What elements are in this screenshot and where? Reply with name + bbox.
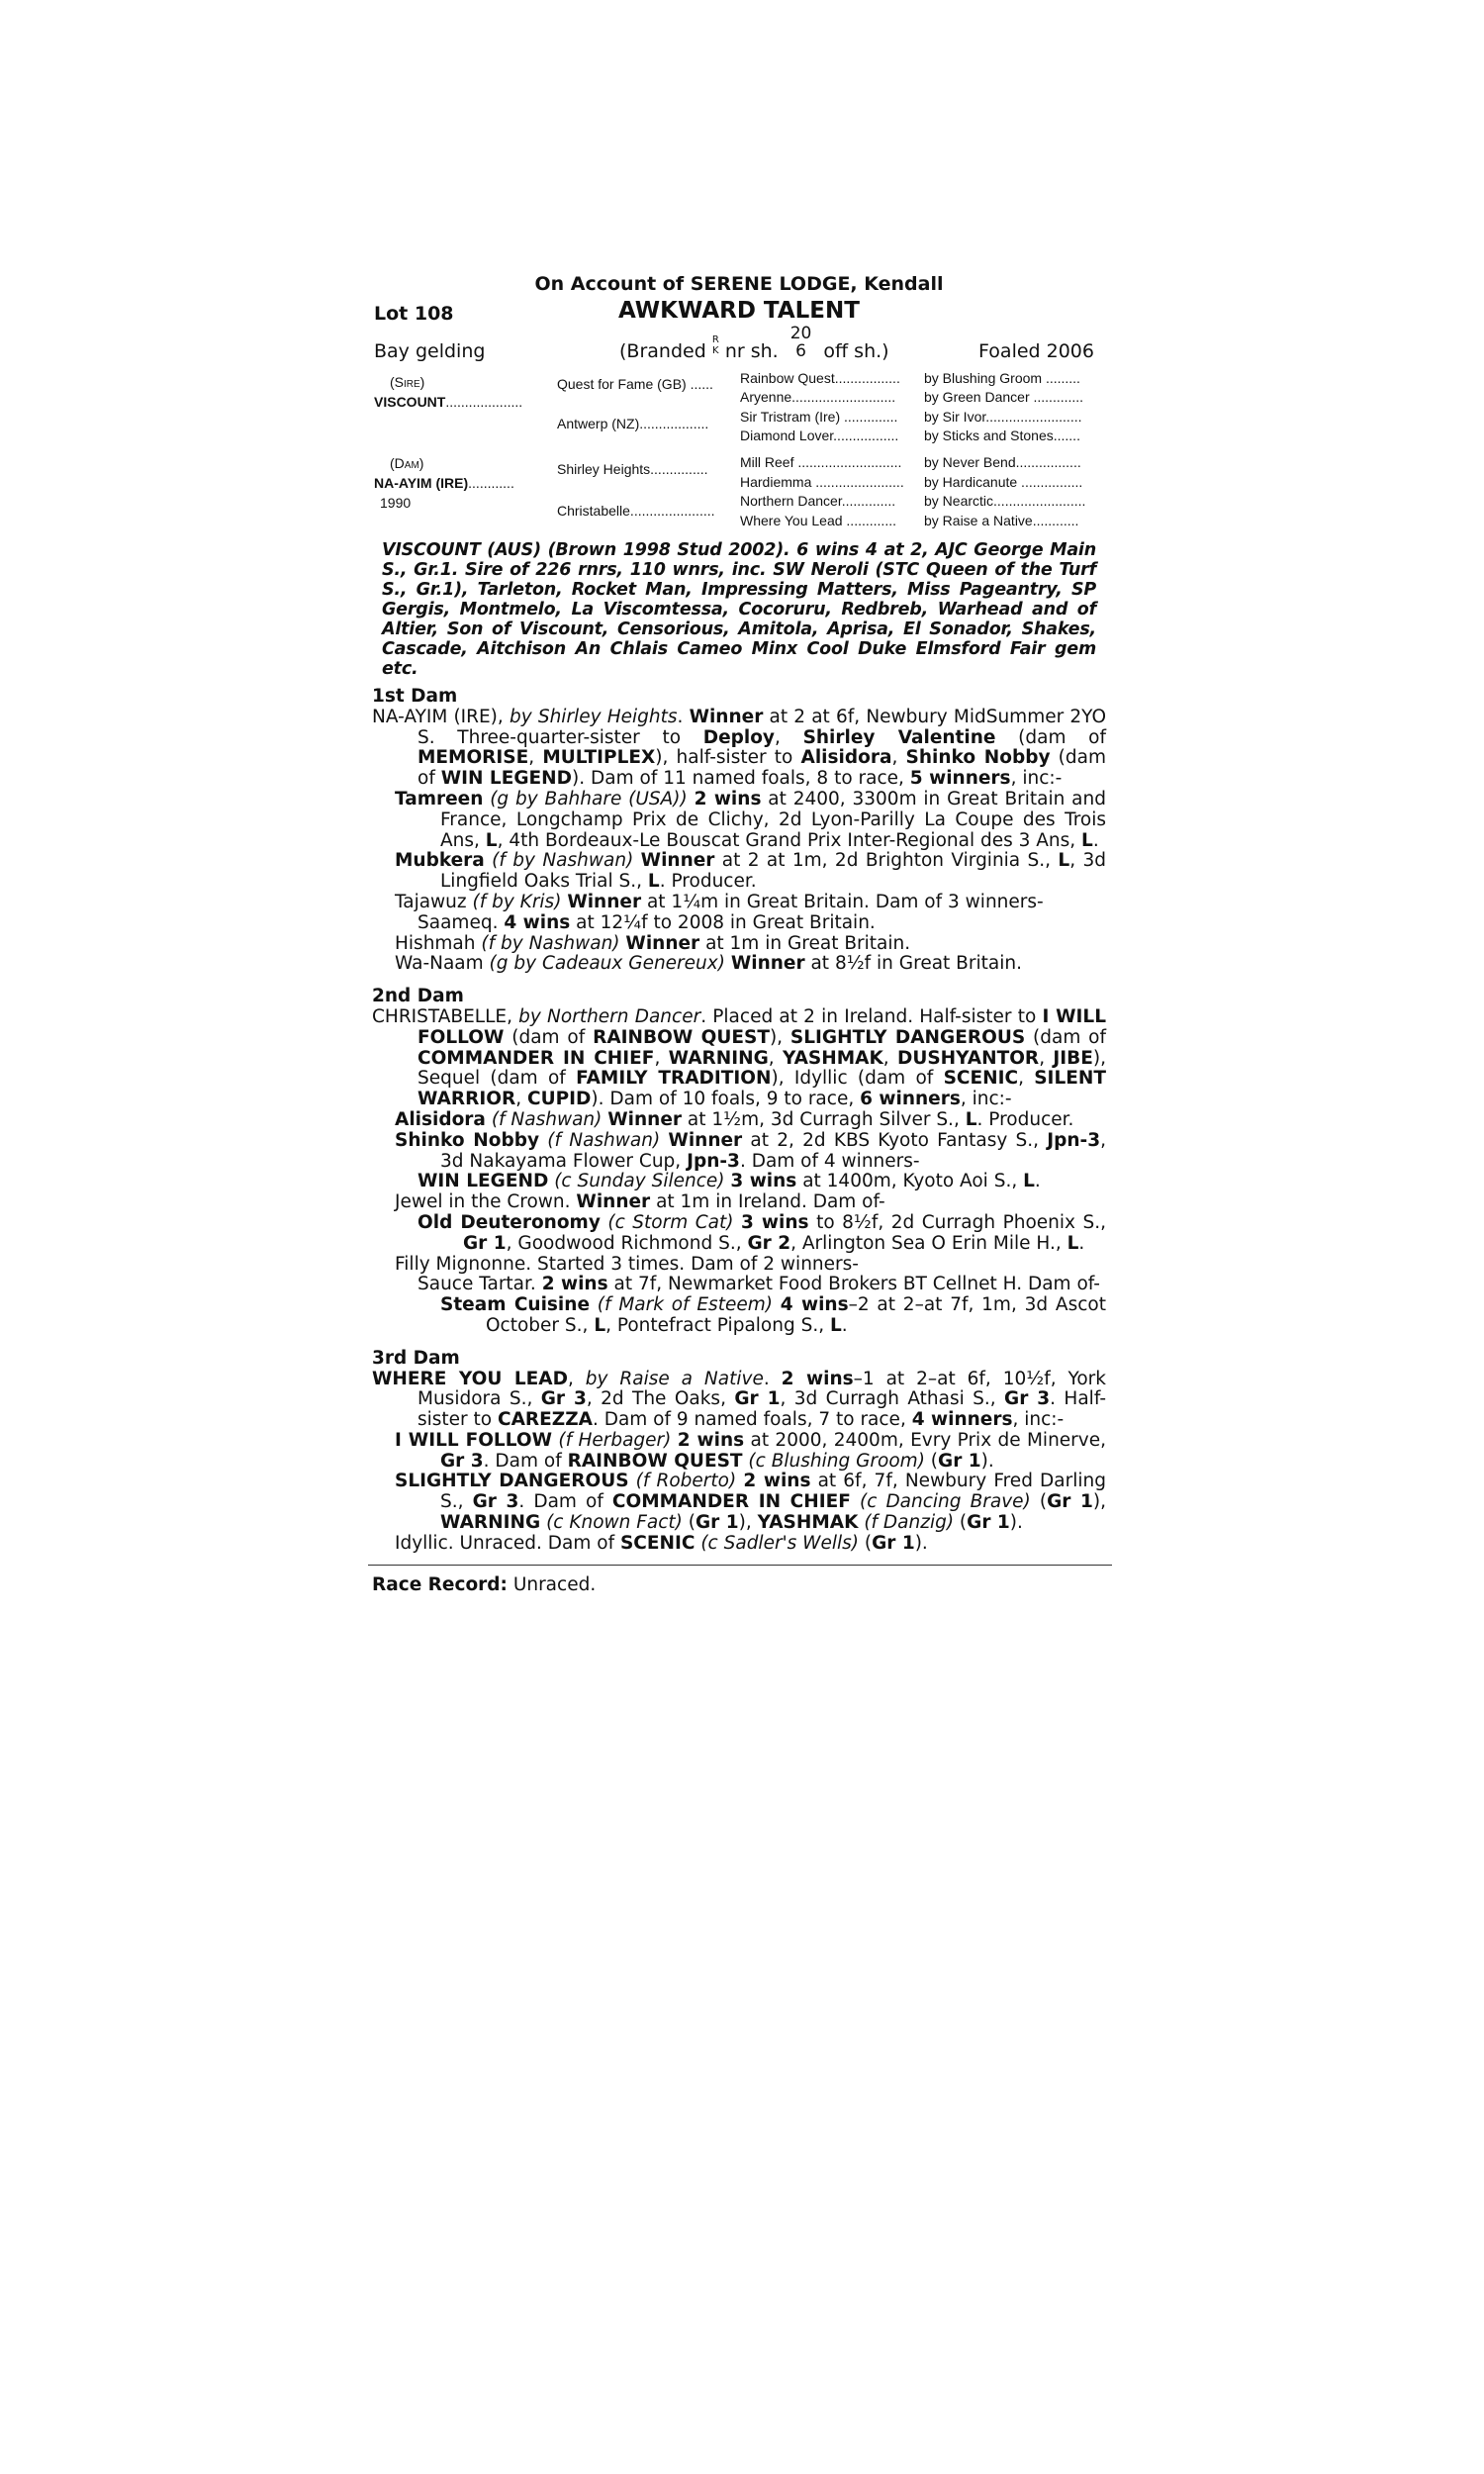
- progeny-filly-mignonne: Filly Mignonne. Started 3 times. Dam of 2 winners-: [395, 1253, 859, 1275]
- ped-g4-8: by Raise a Native............: [924, 513, 1079, 528]
- progeny-win-legend: WIN LEGEND (c Sunday Silence) 3 wins at 1400m, Kyoto Aoi S., L.: [417, 1171, 1041, 1192]
- brand-prefix: (Branded: [619, 340, 706, 362]
- sire-summary: VISCOUNT (AUS) (Brown 1998 Stud 2002). 6 wins 4 at 2, AJC George Main S., Gr.1. Sire of 226 rnrs, 110 wnrs, inc. SW Neroli (STC Queen of the Turf S., Gr.1), Tarleton, Rocket Man, Impressing Matters, Miss Pageantry, SP Gergis, Montmelo, La Viscomtessa, Cocoruru, Redbreb, Warhead and of Altier, Son of Viscount, Censorious, Amitola, Aprisa, El Sonador, Shakes, Cascade, Aitchison An Chlais Cameo Minx Cool Duke Elmsford Fair gem etc.: [382, 540, 1096, 679]
- horse-sex-colour: Bay gelding: [374, 340, 486, 362]
- catalogue-page: [372, 271, 1106, 1595]
- pedigree-table: [372, 370, 1106, 536]
- ped-g4-4: by Sticks and Stones.......: [924, 428, 1080, 443]
- ped-g4-6: by Hardicanute ................: [924, 474, 1083, 490]
- divider: [368, 1565, 1112, 1566]
- progeny-alisidora: Alisidora (f Nashwan) Winner at 1½m, 3d Curragh Silver S., L. Producer.: [395, 1108, 1074, 1130]
- horse-name: AWKWARD TALENT: [618, 298, 860, 324]
- sire-entry: VISCOUNT....................: [374, 394, 523, 410]
- progeny-shinko-nobby: Shinko Nobby (f Nashwan) Winner at 2, 2d KBS Kyoto Fantasy S., Jpn-3, 3d Nakayama Flower Cup, Jpn-3. Dam of 4 winners-: [395, 1129, 1107, 1172]
- ped-g4-7: by Nearctic........................: [924, 493, 1086, 509]
- ped-g4-2: by Green Dancer .............: [924, 389, 1084, 405]
- second-dam-heading: 2nd Dam: [372, 986, 464, 1007]
- dam-foaled-year: 1990: [380, 495, 412, 511]
- third-dam-para: WHERE YOU LEAD, by Raise a Native. 2 wins–1 at 2–at 6f, 10½f, York Musidora S., Gr 3, 2d The Oaks, Gr 1, 3d Curragh Athasi S., Gr 3. Half-sister to CAREZZA. Dam of 9 named foals, 7 to race, 4 winners, inc:-: [372, 1368, 1106, 1431]
- progeny-idyllic: Idyllic. Unraced. Dam of SCENIC (c Sadler's Wells) (Gr 1).: [395, 1532, 928, 1554]
- family-records: [372, 687, 1106, 1595]
- ped-g3-4: Diamond Lover.................: [740, 428, 899, 443]
- progeny-sauce-tartar: Sauce Tartar. 2 wins at 7f, Newmarket Food Brokers BT Cellnet H. Dam of-: [417, 1274, 1100, 1295]
- progeny-hishmah: Hishmah (f by Nashwan) Winner at 1m in Great Britain.: [395, 932, 911, 954]
- ped-g3-3: Sir Tristram (Ire) ..............: [740, 409, 898, 425]
- ped-g3-5: Mill Reef ...........................: [740, 454, 902, 470]
- progeny-tamreen: Tamreen (g by Bahhare (USA)) 2 wins at 2400, 3300m in Great Britain and France, Longchamp Prix de Clichy, 2d Lyon-Parilly La Coupe des Trois Ans, L, 4th Bordeaux-Le Bouscat Grand Prix Inter-Regional des 3 Ans, L.: [395, 788, 1106, 851]
- dam-entry: NA-AYIM (IRE)............: [374, 475, 514, 491]
- foaled-year: Foaled 2006: [978, 340, 1094, 362]
- ped-g4-5: by Never Bend.................: [924, 454, 1081, 470]
- progeny-tajawuz: Tajawuz (f by Kris) Winner at 1¼m in Great Britain. Dam of 3 winners-: [395, 891, 1044, 912]
- progeny-steam-cuisine: Steam Cuisine (f Mark of Esteem) 4 wins–2 at 2–at 7f, 1m, 3d Ascot October S., L, Pontefract Pipalong S., L.: [440, 1294, 1106, 1336]
- consignor-line: On Account of SERENE LODGE, Kendall: [534, 273, 944, 295]
- dam-label: (Dam): [390, 455, 424, 471]
- lot-number: Lot 108: [374, 303, 454, 325]
- first-dam-heading: 1st Dam: [372, 686, 458, 707]
- ped-g3-7: Northern Dancer..............: [740, 493, 896, 509]
- progeny-i-will-follow: I WILL FOLLOW (f Herbager) 2 wins at 2000, 2400m, Evry Prix de Minerve, Gr 3. Dam of RAINBOW QUEST (c Blushing Groom) (Gr 1).: [395, 1429, 1106, 1472]
- ped-g3-8: Where You Lead .............: [740, 513, 896, 528]
- second-dam-para: CHRISTABELLE, by Northern Dancer. Placed at 2 in Ireland. Half-sister to I WILL FOLLOW (dam of RAINBOW QUEST), SLIGHTLY DANGEROUS (dam of COMMANDER IN CHIEF, WARNING, YASHMAK, DUSHYANTOR, JIBE), Sequel (dam of FAMILY TRADITION), Idyllic (dam of SCENIC, SILENT WARRIOR, CUPID). Dam of 10 foals, 9 to race, 6 winners, inc:-: [372, 1005, 1107, 1110]
- brand-suffix: off sh.): [823, 340, 889, 362]
- ped-g3-6: Hardiemma .......................: [740, 474, 904, 490]
- progeny-old-deuteronomy: Old Deuteronomy (c Storm Cat) 3 wins to 8½f, 2d Curragh Phoenix S., Gr 1, Goodwood Richmond S., Gr 2, Arlington Sea O Erin Mile H., L.: [417, 1211, 1107, 1254]
- ped-g4-3: by Sir Ivor.........................: [924, 409, 1082, 425]
- progeny-wa-naam: Wa-Naam (g by Cadeaux Genereux) Winner at 8½f in Great Britain.: [395, 953, 1022, 975]
- ped-g3-1: Rainbow Quest.................: [740, 370, 900, 386]
- brand-description: [619, 323, 889, 362]
- progeny-jewel-in-the-crown: Jewel in the Crown. Winner at 1m in Ireland. Dam of-: [395, 1191, 885, 1213]
- brand-mid: nr sh.: [724, 340, 779, 362]
- brand-number: 20 6: [789, 323, 812, 361]
- grandsire-dam: Shirley Heights...............: [557, 461, 708, 477]
- ped-g4-1: by Blushing Groom .........: [924, 370, 1080, 386]
- progeny-saameq: Saameq. 4 wins at 12¼f to 2008 in Great Britain.: [417, 911, 876, 933]
- race-record: Race Record: Unraced.: [372, 1573, 597, 1595]
- progeny-mubkera: Mubkera (f by Nashwan) Winner at 2 at 1m, 2d Brighton Virginia S., L, 3d Lingfield Oaks Trial S., L. Producer.: [395, 850, 1106, 893]
- sire-label: (Sire): [390, 374, 425, 390]
- progeny-slightly-dangerous: SLIGHTLY DANGEROUS (f Roberto) 2 wins at 6f, 7f, Newbury Fred Darling S., Gr 3. Dam of COMMANDER IN CHIEF (c Dancing Brave) (Gr 1), WARNING (c Known Fact) (Gr 1), YASHMAK (f Danzig) (Gr 1).: [395, 1471, 1106, 1534]
- granddam-dam: Christabelle......................: [557, 503, 715, 519]
- first-dam-para: NA-AYIM (IRE), by Shirley Heights. Winner at 2 at 6f, Newbury MidSummer 2YO S. Three-quarter-sister to Deploy, Shirley Valentine (dam of MEMORISE, MULTIPLEX), half-sister to Alisidora, Shinko Nobby (dam of WIN LEGEND). Dam of 11 named foals, 8 to race, 5 winners, inc:-: [372, 706, 1107, 790]
- brand-letters: R K: [711, 333, 719, 356]
- granddam-sire: Antwerp (NZ)..................: [557, 416, 709, 431]
- ped-g3-2: Aryenne...........................: [740, 389, 896, 405]
- grandsire-sire: Quest for Fame (GB) ......: [557, 376, 713, 392]
- third-dam-heading: 3rd Dam: [372, 1347, 460, 1369]
